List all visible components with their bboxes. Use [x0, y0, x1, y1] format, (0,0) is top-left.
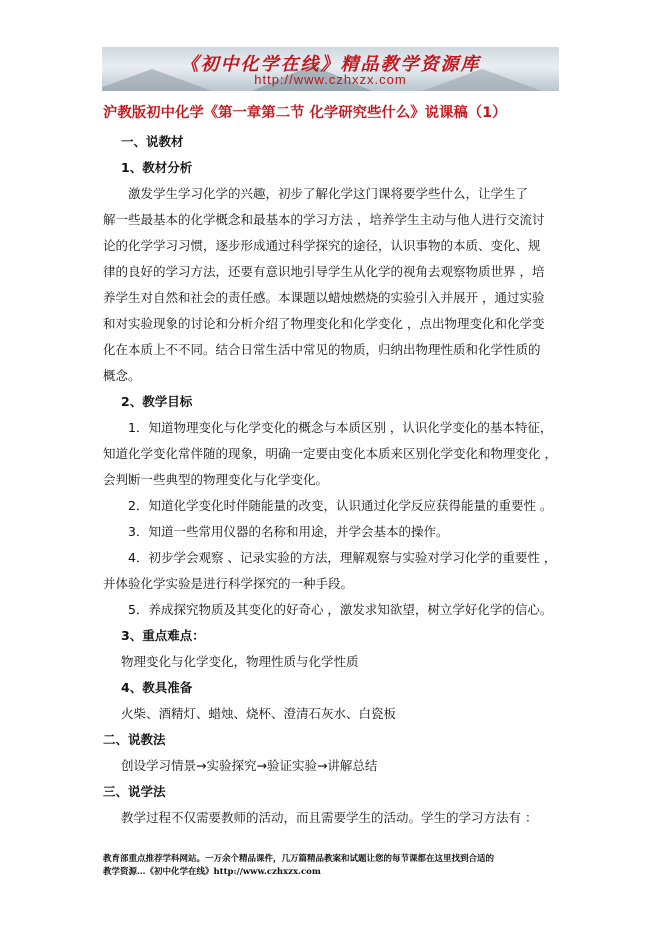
paragraph-line: 解一些最基本的化学概念和最基本的学习方法 ，培养学生主动与他人进行交流讨	[103, 212, 545, 227]
document-title: 沪教版初中化学《第一章第二节 化学研究些什么》说课稿（1）	[103, 105, 507, 121]
paragraph-line: 激发学生学习化学的兴趣，初步了解化学这门课将要学些什么，让学生了	[128, 186, 529, 201]
header-banner	[102, 47, 559, 91]
paragraph-line: 和对实验现象的讨论和分析介绍了物理变化和化学变化 ，点出物理变化和化学变	[103, 316, 545, 331]
subsection-heading: 4、教具准备	[121, 680, 193, 695]
footer-note: 教学资源…《初中化学在线》http://www.czhxzx.com	[103, 867, 321, 877]
subsection-heading: 3、重点难点：	[121, 628, 205, 643]
subsection-heading: 1、教材分析	[121, 160, 193, 175]
list-item: 1．知道物理变化与化学变化的概念与本质区别 ，认识化学变化的基本特征，	[128, 420, 553, 435]
banner-title: 《初中化学在线》精品教学资源库	[180, 54, 481, 75]
paragraph-line: 教学过程不仅需要教师的活动，而且需要学生的活动。学生的学习方法有 ：	[121, 810, 538, 825]
list-item-continuation: 会判断一些典型的物理变化与化学变化。	[103, 472, 329, 487]
section-heading: 二、说教法	[103, 732, 166, 747]
list-item: 4．初步学会观察 、记录实验的方法，理解观察与实验对学习化学的重要性 ，	[128, 550, 557, 565]
paragraph-line: 养学生对自然和社会的责任感。本课题以蜡烛燃烧的实验引入并展开 ，通过实验	[103, 290, 545, 305]
list-item: 5．养成探究物质及其变化的好奇心 ，激发求知欲望，树立学好化学的信心。	[128, 602, 553, 617]
banner-url[interactable]: http://www.czhxzx.com	[254, 72, 407, 87]
list-item: 3．知道一些常用仪器的名称和用途，并学会基本的操作。	[128, 524, 449, 539]
footer-note: 教育部重点推荐学科网站。一万余个精品课件，几万篇精品教案和试题让您的每节课都在这里找到合适的	[103, 854, 495, 864]
paragraph-line: 创设学习情景→实验探究→验证实验→讲解总结	[121, 758, 378, 773]
paragraph-line: 论的化学学习习惯，逐步形成通过科学探究的途径，认识事物的本质、变化、规	[103, 238, 541, 253]
paragraph-line: 物理变化与化学变化，物理性质与化学性质	[121, 654, 359, 669]
list-item-continuation: 并体验化学实验是进行科学探究的一种手段。	[103, 576, 354, 591]
paragraph-line: 概念。	[103, 368, 141, 383]
list-item-continuation: 知道化学变化常伴随的现象，明确一定要由变化本质来区别化学变化和物理变化 ，	[103, 446, 557, 461]
paragraph-line: 火柴、酒精灯、蜡烛、烧杯、澄清石灰水、白瓷板	[121, 706, 397, 721]
paragraph-line: 化在本质上不不同。结合日常生活中常见的物质，归纳出物理性质和化学性质的	[103, 342, 541, 357]
subsection-heading: 2、教学目标	[121, 394, 193, 409]
paragraph-line: 律的良好的学习方法，还要有意识地引导学生从化学的视角去观察物质世界 ，培	[103, 264, 545, 279]
section-heading: 一、说教材	[121, 134, 184, 149]
list-item: 2．知道化学变化时伴随能量的改变，认识通过化学反应获得能量的重要性 。	[128, 498, 553, 513]
section-heading: 三、说学法	[103, 784, 166, 799]
